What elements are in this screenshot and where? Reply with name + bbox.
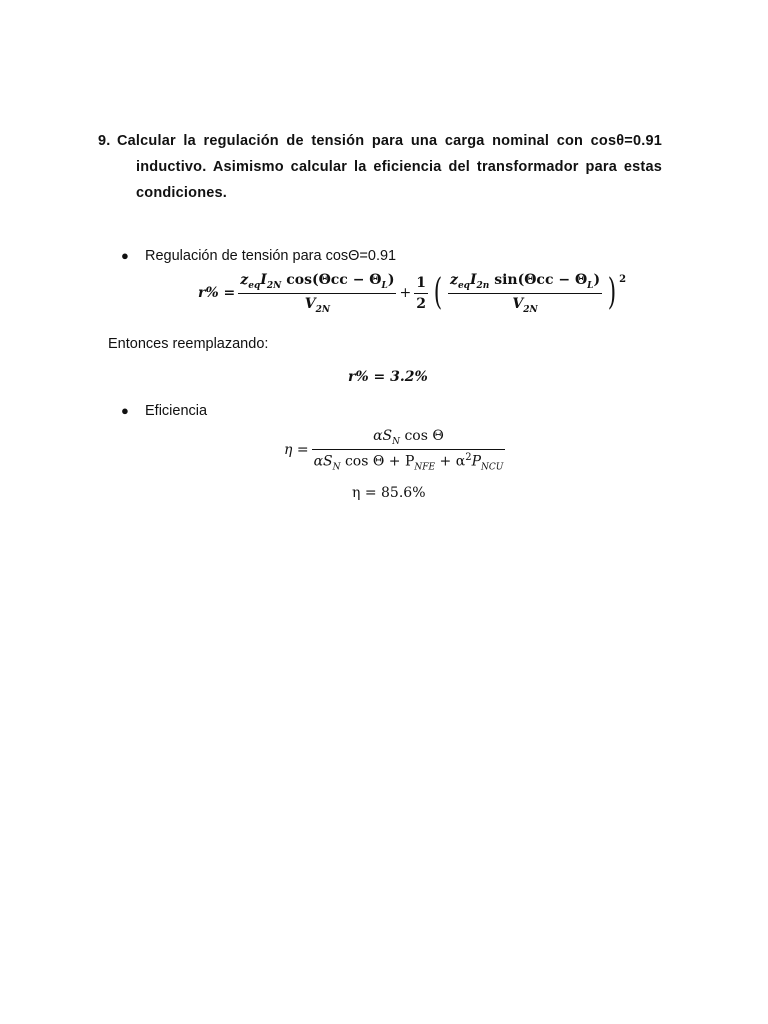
term-i: I [260,272,267,288]
fraction-bar [312,449,506,450]
bullet-regulation-label: Regulación de tensión para cosΘ=0.91 [145,248,397,264]
question-number: 9. [98,133,111,149]
fraction-two [448,272,602,315]
term-alpha: + α [435,453,466,470]
formula-efficiency [284,428,508,472]
fraction-bar [448,293,602,294]
formula-lhs: r% = [198,285,236,302]
fraction-one [238,272,396,315]
left-paren: ( [433,272,443,314]
bullet-efficiency-label: Eficiencia [145,403,208,419]
then-replacing-text: Entonces reemplazando: [108,336,269,352]
sub-nfe: NFE [414,462,436,473]
sub-2n: 2N [523,304,538,315]
sub-n: N [332,462,341,473]
sub-2n: 2N [315,304,331,315]
right-paren: ) [607,272,617,314]
plus-sign: + [399,285,412,302]
sub-ncu: NCU [480,462,504,473]
sub-2n: 2N [266,280,282,291]
term-cos: cos(Θcc − Θ [281,272,382,288]
term-i: I [469,272,477,288]
bullet-regulation [121,248,396,264]
sub-l: L [587,280,594,291]
term-cos: cos Θ [400,428,444,444]
term-z: z [450,272,458,288]
term-close: ) [387,272,395,288]
question-block [98,128,662,206]
result-regulation: r% = 3.2% [348,369,428,385]
sub-2n: 2n [476,280,490,291]
exponent: 2 [619,274,627,285]
result-efficiency: η = 85.6% [352,485,426,501]
half-den: 2 [416,295,426,312]
fraction-bar [238,293,396,294]
term-z: z [240,272,249,288]
term-alpha-s: αS [373,428,393,444]
term-alpha-s: αS [313,453,333,470]
formula-regulation [198,272,626,315]
sub-n: N [392,436,400,447]
term-v: V [304,295,316,312]
efficiency-fraction [312,428,506,472]
question-text: Calcular la regulación de tensión para una carga nominal con cosθ=0.91 inductivo. Asimismo calcular la eficiencia del transformador para estas condiciones. [117,133,662,201]
bullet-efficiency [121,403,207,419]
sup-2: 2 [465,451,472,463]
sub-l: L [381,280,388,291]
sub-eq: eq [248,280,261,291]
half-num: 1 [416,274,426,291]
term-sin: sin(Θcc − Θ [489,272,588,288]
fraction-half [414,275,428,312]
term-close: ) [593,272,601,288]
bullet-dot-icon: ● [121,403,129,418]
term-cos-p: cos Θ + P [340,453,415,470]
fraction-bar [414,293,428,294]
sub-eq: eq [457,280,470,291]
bullet-dot-icon: ● [121,248,129,263]
term-p: P [471,453,481,470]
efficiency-lhs: η = [284,442,309,459]
term-v: V [512,295,524,312]
